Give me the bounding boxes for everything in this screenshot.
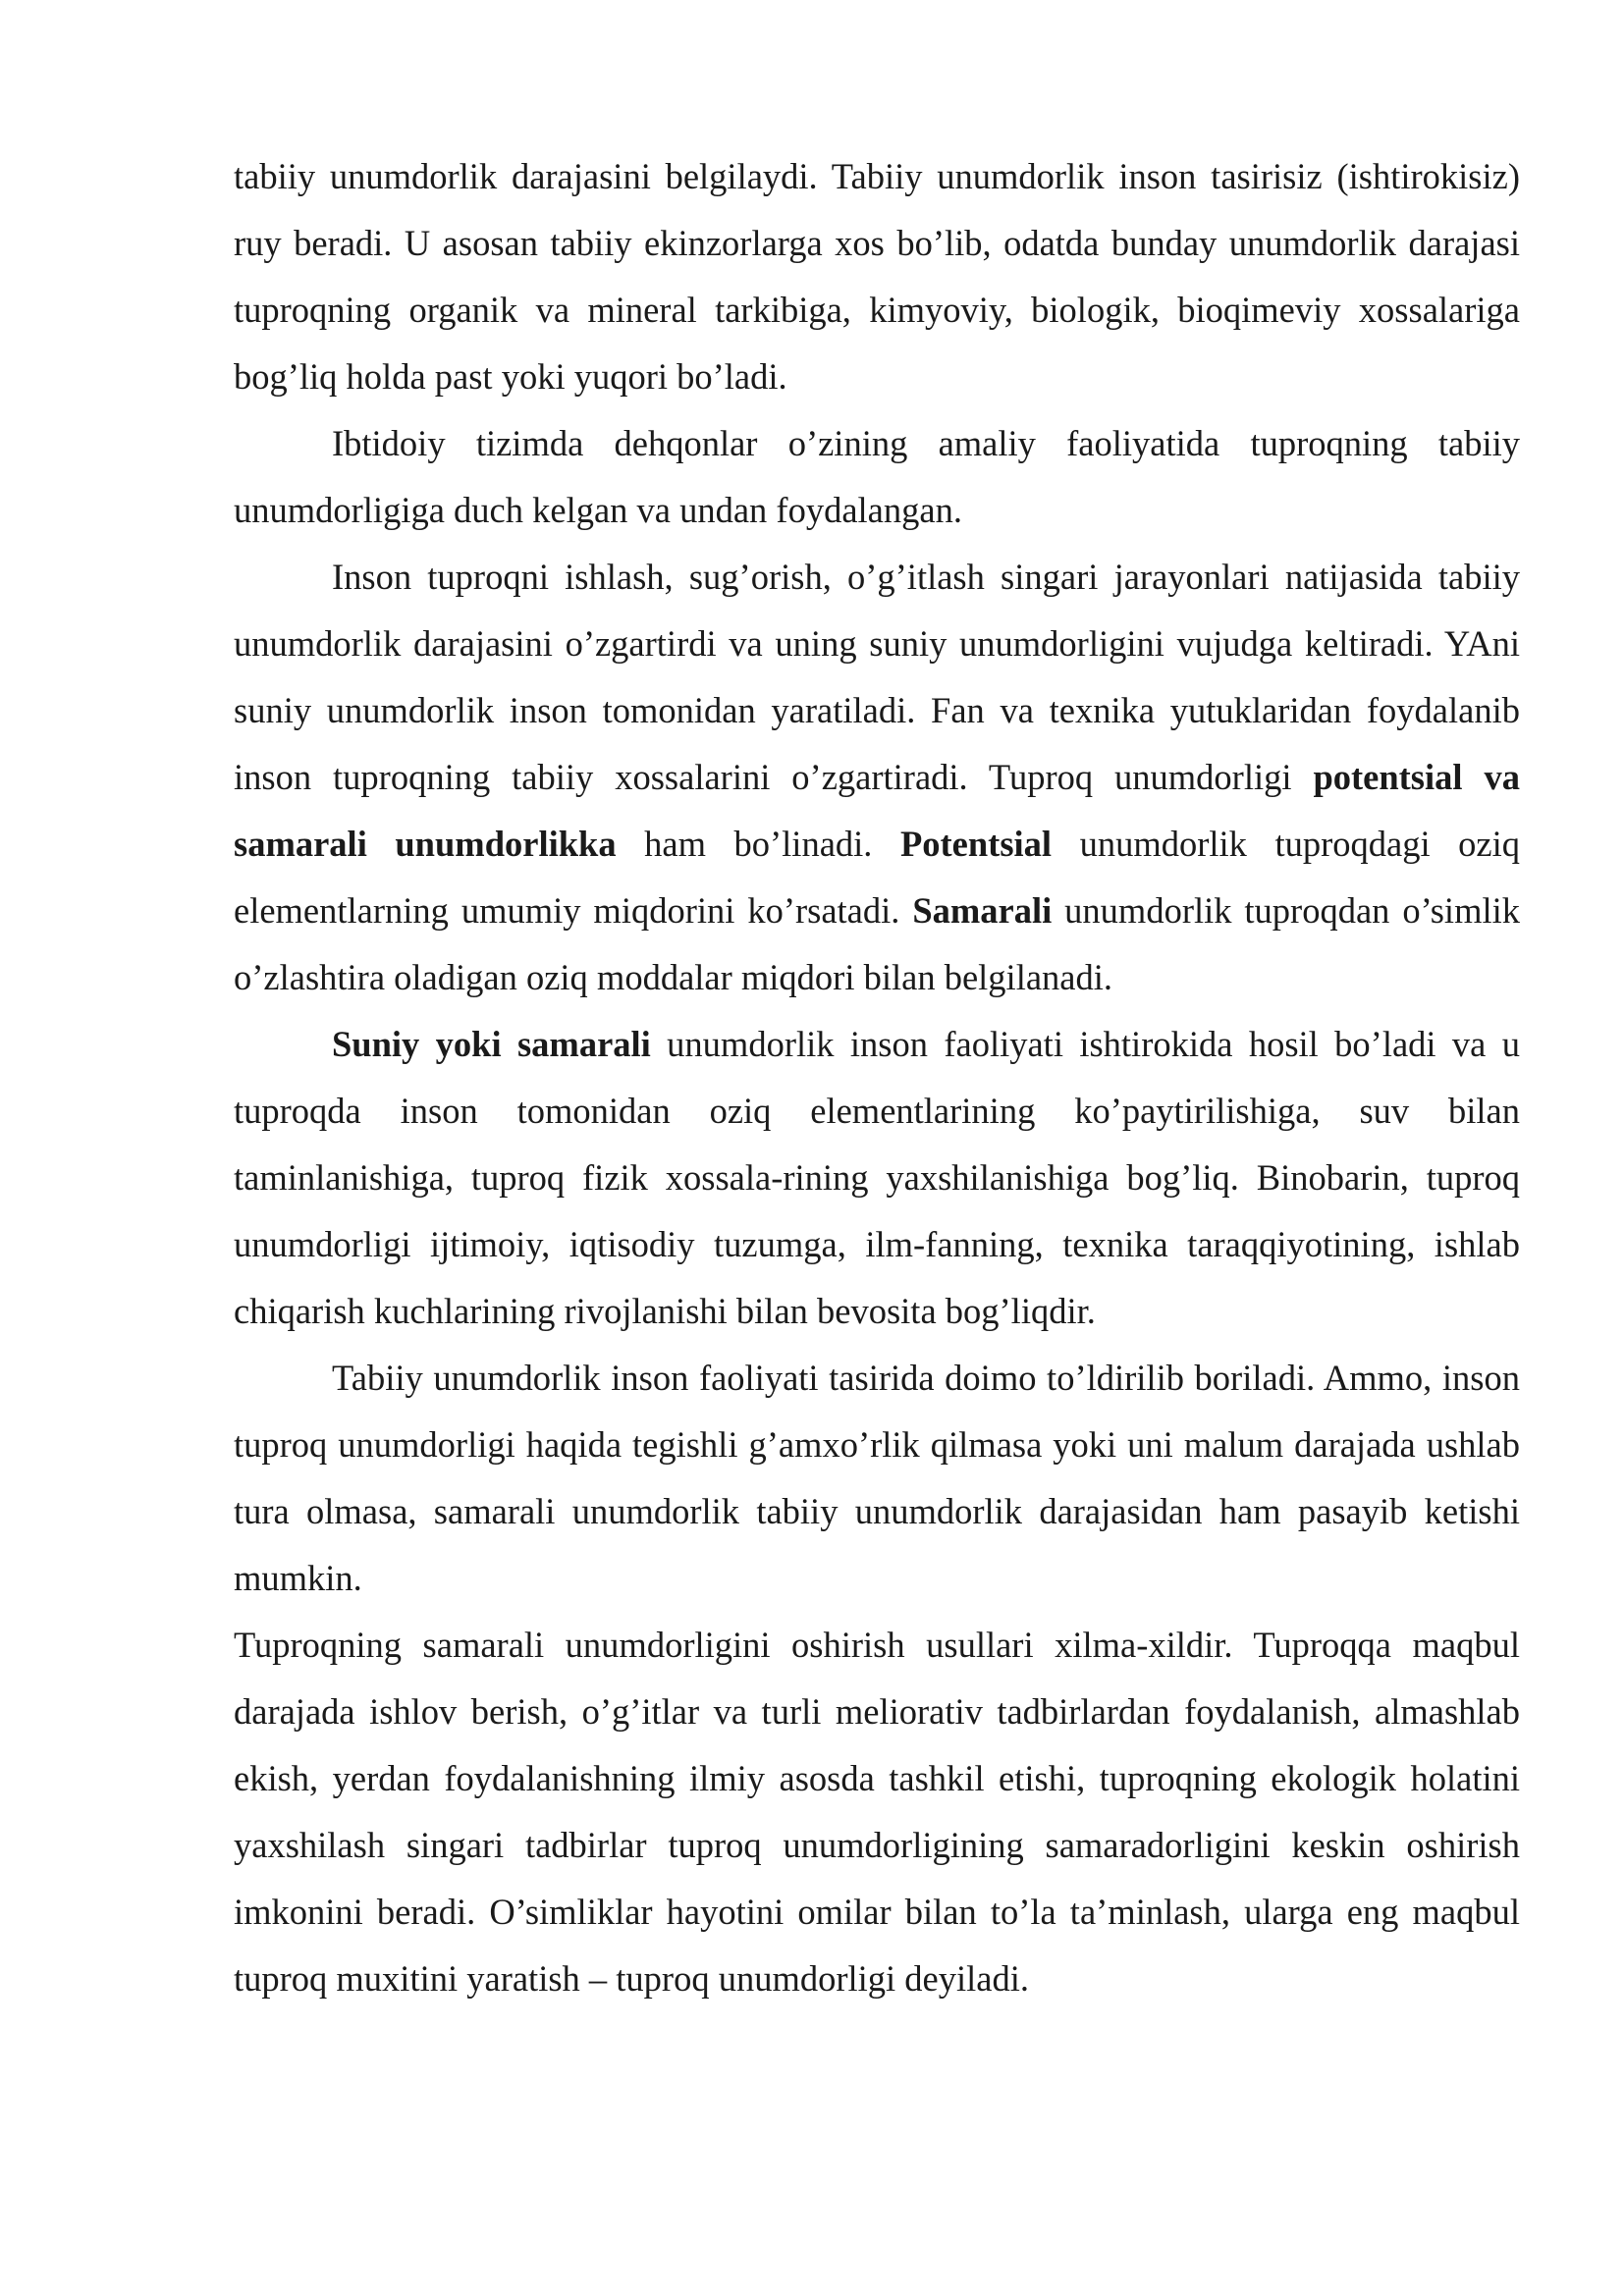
paragraph-6 [234, 1612, 1520, 2012]
paragraph-1 [234, 143, 1520, 410]
paragraph-text: unumdorlik inson faoliyati ishtirokida hosil bo’ladi va u tuproqda inson tomonidan oziq elementlarining ko’paytirilishiga, suv bilan taminlanishiga, tuproq fizik xossala-rining yaxshilanishiga bog’liq. Binobarin, tuproq unumdorligi ijtimoiy, iqtisodiy tuzumga, ilm-fanning, texnika taraqqiyotining, ishlab chiqarish kuchlarining rivojlanishi bilan bevosita bog’liqdir. [234, 1024, 1520, 1331]
paragraph-5 [234, 1345, 1520, 1612]
paragraph-text: Tabiiy unumdorlik inson faoliyati tasirida doimo to’ldirilib boriladi. Ammo, inson tuproq unumdorligi haqida tegishli g’amxo’rlik qilmasa yoki uni malum darajada ushlab tura olmasa, samarali unumdorlik tabiiy unumdorlik darajasidan ham pasayib ketishi mumkin. [234, 1358, 1520, 1598]
paragraph-text: Inson tuproqni ishlash, sug’orish, o’g’itlash singari jarayonlari natijasida tabiiy unumdorlik darajasini o’zgartirdi va uning suniy unumdorligini vujudga keltiradi. YAni suniy unumdorlik inson tomonidan yaratiladi. Fan va texnika yutuklaridan foydalanib inson tuproqning tabiiy xossalarini o’zgartiradi. Tuproq unumdorligi [234, 557, 1520, 797]
paragraph-3 [234, 544, 1520, 1011]
paragraph-text: unumdorlik tuproqdan o’simlik o’zlashtira oladigan oziq moddalar miqdori bilan belgilanadi. [234, 890, 1520, 997]
bold-term: potentsial va samarali unumdorlikka [234, 757, 1520, 864]
paragraph-text: Ibtidoiy tizimda dehqonlar o’zining amaliy faoliyatida tuproqning tabiiy unumdorligiga duch kelgan va undan foydalangan. [234, 423, 1520, 530]
document-page [234, 143, 1520, 2012]
paragraph-text: unumdorlik tuproqdagi oziq elementlarning umumiy miqdorini ko’rsatadi. [234, 824, 1521, 931]
paragraph-text: Tuproqning samarali unumdorligini oshirish usullari xilma-xildir. Tuproqqa maqbul darajada ishlov berish, o’g’itlar va turli meliorativ tadbirlardan foydalanish, almashlab ekish, yerdan foydalanishning ilmiy asosda tashkil etishi, tuproqning ekologik holatini yaxshilash singari tadbirlar tuproq unumdorligining samaradorligini keskin oshirish imkonini beradi. O’simliklar hayotini omilar bilan to’la ta’minlash, ularga eng maqbul tuproq muxitini yaratish – tuproq unumdorligi deyiladi. [234, 1625, 1520, 1999]
paragraph-text: ham bo’linadi. [616, 824, 900, 864]
bold-term: Samarali [912, 890, 1053, 931]
paragraph-2 [234, 410, 1520, 544]
paragraph-text: tabiiy unumdorlik darajasini belgilaydi. Tabiiy unumdorlik inson tasirisiz (ishtirokisiz) ruy beradi. U asosan tabiiy ekinzorlarga xos bo’lib, odatda bunday unumdorlik darajasi tuproqning organik va mineral tarkibiga, kimyoviy, biologik, bioqimeviy xossalariga bog’liq holda past yoki yuqori bo’ladi. [234, 156, 1520, 397]
bold-term: Suniy yoki samarali [332, 1024, 651, 1064]
bold-term: Potentsial [899, 824, 1053, 864]
paragraph-4 [234, 1011, 1520, 1345]
